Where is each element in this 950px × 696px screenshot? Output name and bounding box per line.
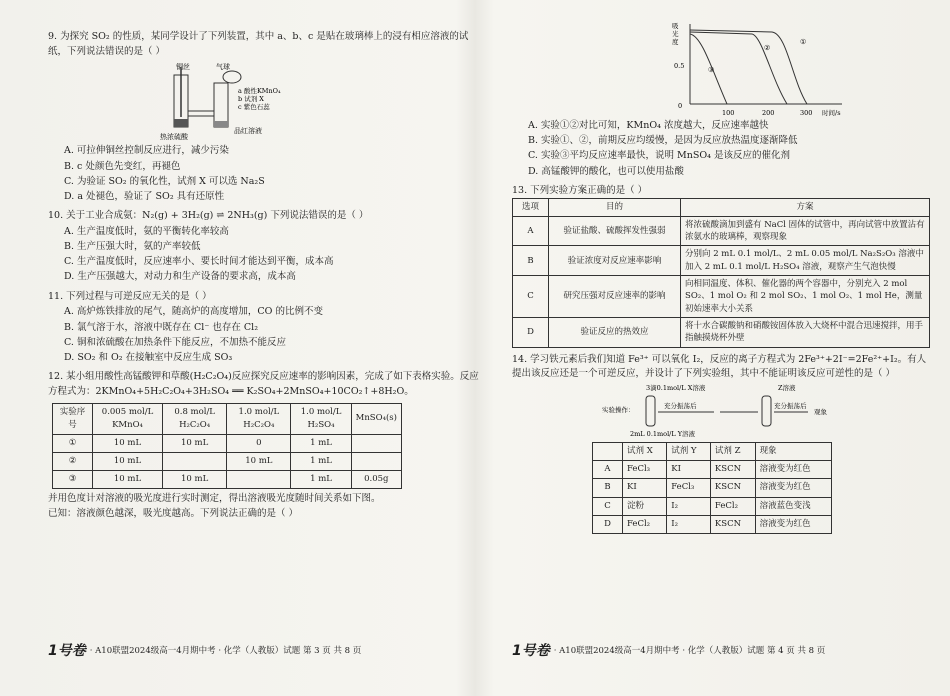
table-cell: C — [513, 276, 549, 318]
table-cell: FeCl₂ — [623, 515, 667, 533]
acid-liquid — [174, 119, 188, 127]
table-cell: FeCl₃ — [667, 479, 711, 497]
balloon-label: 气球 — [216, 63, 230, 72]
table-cell: I₂ — [667, 497, 711, 515]
table-row — [593, 479, 832, 497]
question-11 — [48, 290, 480, 365]
brand-logo: 1号卷 — [48, 643, 86, 659]
question-11-stem: 11. 下列过程与可逆反应无关的是（ ） — [48, 290, 212, 302]
table-cell: I₂ — [667, 515, 711, 533]
q9-option-b: B. c 处颜色先变红，再褪色 — [64, 160, 181, 172]
q12-header-cell: 0.8 mol/L H₂C₂O₄ — [163, 403, 227, 434]
graph-ylabel-3: 度 — [672, 38, 679, 46]
q12-experiment-table — [52, 403, 402, 490]
q11-option-c: C. 铜和浓硫酸在加热条件下能反应，不加热不能反应 — [64, 336, 286, 348]
table-cell: KI — [667, 461, 711, 479]
table-cell: 10 mL — [227, 453, 291, 471]
q13-header-cell: 目的 — [549, 199, 681, 216]
table-cell: 0.05g — [351, 471, 401, 489]
table-cell: 10 mL — [93, 471, 163, 489]
table-cell: 验证反应的热效应 — [549, 317, 681, 347]
y-solution-label: 2mL 0.1mol/L Y溶液 — [630, 430, 696, 439]
q12-option-d: D. 高锰酸钾的酸化，也可以使用盐酸 — [528, 165, 684, 177]
curve-2 — [690, 32, 787, 104]
q14-header-cell — [593, 443, 623, 461]
question-14-stem: 14. 学习铁元素后我们知道 Fe³⁺ 可以氧化 I₂，反应的离子方程式为 2Fe³⁺+2I⁻=2Fe²⁺+I₂。有人提出该反应还是一个可逆反应，并设计了下列实验组，其中不能证明该反应可逆性的是（ ） — [512, 353, 927, 380]
table-cell: 溶液蓝色变浅 — [755, 497, 831, 515]
table-cell: 淀粉 — [623, 497, 667, 515]
graph-ylabel-2: 光 — [672, 30, 679, 38]
hot-acid-label: 热浓硫酸 — [160, 133, 188, 142]
q14-header-cell: 试剂 Z — [710, 443, 755, 461]
table-cell: 0 — [227, 434, 291, 452]
table-cell — [351, 453, 401, 471]
q11-option-a: A. 高炉炼铁排放的尾气，随高炉的高度增加，CO 的比例不变 — [64, 306, 323, 318]
graph-xlabel: 时间/s — [822, 109, 841, 117]
table-cell: 将十水合碳酸钠和硝酸铵固体放入大烧杯中混合迅速搅拌，用手指触摸烧杯外壁 — [681, 317, 930, 347]
curve-2-label: ② — [764, 44, 771, 52]
q9-option-d: D. a 处褪色，验证了 SO₂ 具有还原性 — [64, 191, 225, 202]
table-cell: ② — [53, 453, 93, 471]
shake-label-1: 充分振荡后 — [664, 402, 697, 411]
table-cell: ③ — [53, 471, 93, 489]
question-10-stem: 10. 关于工业合成氨：N₂(g) + 3H₂(g) ⇌ 2NH₃(g) 下列说法错误的是（ ） — [48, 210, 369, 222]
page-4 — [512, 22, 932, 660]
table-cell: FeCl₃ — [623, 461, 667, 479]
table-cell: 溶液变为红色 — [755, 515, 831, 533]
table-cell: 溶液变为红色 — [755, 479, 831, 497]
q11-option-b: B. 氯气溶于水，溶液中既存在 Cl⁻ 也存在 Cl₂ — [64, 321, 259, 333]
table-cell: ① — [53, 434, 93, 452]
q10-option-d: D. 生产压强越大，对动力和生产设备的要求高，成本高 — [64, 271, 296, 283]
q12-header-cell: 实验序号 — [53, 403, 93, 434]
table-cell — [227, 471, 291, 489]
q14-header-cell: 现象 — [755, 443, 831, 461]
shake-label-2: 充分振荡后 — [774, 402, 807, 411]
table-cell: KSCN — [710, 515, 755, 533]
q14-table-header — [593, 443, 832, 461]
table-cell — [163, 453, 227, 471]
q10-option-a: A. 生产温度低时，氨的平衡转化率较高 — [64, 225, 229, 237]
q12-option-c: C. 实验③平均反应速率最快，说明 MnSO₄ 是该反应的催化剂 — [528, 150, 790, 162]
q13-header-cell: 方案 — [681, 199, 930, 216]
table-cell: FeCl₂ — [710, 497, 755, 515]
graph-ylabel-1: 吸 — [672, 22, 679, 30]
red-solution-label: 品红溶液 — [234, 127, 262, 136]
table-cell: KI — [623, 479, 667, 497]
so2-apparatus-figure — [158, 61, 378, 141]
q12-header-cell: MnSO₄(s) — [351, 403, 401, 434]
balloon-shape — [223, 71, 241, 83]
table-cell: 分别向 2 mL 0.1 mol/L、2 mL 0.05 mol/L Na₂S₂O₃ 溶液中加入 2 mL 0.1 mol/L H₂SO₄ 溶液，观察产生气泡快慢 — [681, 246, 930, 276]
q14-header-cell: 试剂 X — [623, 443, 667, 461]
table-row — [53, 434, 402, 452]
page-3-footer-text: · A10联盟2024级高一4月期中考 · 化学（人教版）试题 第 3 页 共 8 页 — [89, 646, 362, 656]
table-cell: 向相同温度、体积、催化器的两个容器中，分别充入 2 mol SO₂、1 mol O₂ 和 2 mol SO₂、1 mol O₂、1 mol He，测量初始速率大小关系 — [681, 276, 930, 318]
q12-option-b: B. 实验①、②，前期反应均缓慢，是因为反应放热温度逐渐降低 — [528, 135, 798, 147]
q14-operation-figure — [602, 382, 862, 440]
q10-option-b: B. 生产压强大时，氨的产率较低 — [64, 241, 201, 253]
q9-option-c: C. 为验证 SO₂ 的氧化性，试剂 X 可以选 Na₂S — [64, 175, 265, 187]
curve-3-label: ③ — [708, 66, 715, 74]
table-cell: C — [593, 497, 623, 515]
z-solution-label: Z溶液 — [778, 384, 796, 393]
table-cell: D — [593, 515, 623, 533]
table-cell: KSCN — [710, 461, 755, 479]
table-row — [593, 515, 832, 533]
absorbance-time-graph — [672, 20, 872, 118]
curve-1-label: ① — [800, 38, 807, 46]
operation-label: 实验操作： — [602, 406, 635, 415]
table-row — [53, 453, 402, 471]
table-cell: 10 mL — [163, 471, 227, 489]
graph-tick-100: 100 — [722, 109, 735, 117]
table-row — [513, 216, 930, 246]
table-cell: KSCN — [710, 479, 755, 497]
table-cell: A — [513, 216, 549, 246]
table-cell: D — [513, 317, 549, 347]
question-10 — [48, 209, 480, 284]
table-cell: 研究压强对反应速率的影响 — [549, 276, 681, 318]
table-cell: 验证浓度对反应速率影响 — [549, 246, 681, 276]
paper-a-label: a 酸性KMnO₄ — [238, 87, 281, 96]
copper-label: 铜丝 — [176, 63, 190, 72]
graph-y-zero: 0 — [678, 102, 683, 110]
question-9-stem: 9. 为探究 SO₂ 的性质，某同学设计了下列装置，其中 a、b、c 是贴在玻璃棒上的浸有相应溶液的试纸，下列说法错误的是（ ） — [48, 31, 469, 57]
q10-option-c: C. 生产温度低时，反应速率小、要长时间才能达到平衡，成本高 — [64, 256, 334, 268]
question-13 — [512, 184, 932, 348]
q14-header-cell: 试剂 Y — [667, 443, 711, 461]
q9-option-a: A. 可拉伸铜丝控制反应进行，减少污染 — [64, 145, 229, 157]
page-3 — [48, 30, 480, 660]
table-row — [513, 276, 930, 318]
observe-label: 观象 — [814, 408, 827, 417]
table-row — [513, 317, 930, 347]
table-cell: 10 mL — [163, 434, 227, 452]
q13-plan-table — [512, 198, 930, 347]
q12-after-text-2: 已知：溶液颜色越深，吸光度越高。下列说法正确的是（ ） — [48, 508, 299, 520]
table-cell: A — [593, 461, 623, 479]
q12-options — [512, 118, 932, 179]
table-row — [53, 471, 402, 489]
q13-header-cell: 选项 — [513, 199, 549, 216]
table-row — [513, 246, 930, 276]
red-dye-liquid — [214, 121, 228, 127]
table-cell — [351, 434, 401, 452]
paper-c-label: c 紫色石蕊 — [238, 103, 270, 112]
table-cell: 10 mL — [93, 453, 163, 471]
page-4-footer — [512, 640, 932, 660]
right-tube — [214, 83, 228, 127]
table-cell: 验证盐酸、硫酸挥发性强弱 — [549, 216, 681, 246]
drops-label: 3滴0.1mol/L X溶液 — [646, 384, 706, 393]
graph-tick-200: 200 — [762, 109, 775, 117]
question-14 — [512, 353, 932, 534]
table-cell: B — [593, 479, 623, 497]
table-cell: 10 mL — [93, 434, 163, 452]
table-cell: B — [513, 246, 549, 276]
paper-b-label: b 试剂 X — [238, 95, 264, 104]
test-tube-2 — [762, 396, 771, 426]
question-12-stem: 12. 某小组用酸性高锰酸钾和草酸(H₂C₂O₄)反应探究反应速率的影响因素，完成了如下表格实验。反应方程式为：2KMnO₄+5H₂C₂O₄+3H₂SO₄ ══ K₂SO₄+2MnSO₄+10CO₂↑+8H₂O。 — [48, 371, 479, 397]
question-12 — [48, 370, 480, 522]
page-3-footer — [48, 640, 480, 660]
table-cell: 1 mL — [291, 453, 351, 471]
q11-option-d: D. SO₂ 和 O₂ 在接触室中反应生成 SO₃ — [64, 351, 233, 363]
table-row — [593, 497, 832, 515]
q12-option-a: A. 实验①②对比可知，KMnO₄ 浓度越大，反应速率越快 — [528, 120, 769, 131]
brand-logo: 1号卷 — [512, 643, 550, 659]
graph-tick-300: 300 — [800, 109, 813, 117]
table-cell: 1 mL — [291, 471, 351, 489]
graph-y-mid: 0.5 — [674, 62, 685, 70]
table-cell: 溶液变为红色 — [755, 461, 831, 479]
question-13-stem: 13. 下列实验方案正确的是（ ） — [512, 184, 648, 196]
table-cell: 将浓硫酸滴加到盛有 NaCl 固体的试管中，再向试管中放置沾有浓氨水的玻璃棒，观察现象 — [681, 216, 930, 246]
table-row — [593, 461, 832, 479]
q12-header-cell: 0.005 mol/L KMnO₄ — [93, 403, 163, 434]
q12-after-text-1: 并用色度计对溶液的吸光度进行实时测定，得出溶液吸光度随时间关系如下图。 — [48, 493, 381, 505]
q14-reagent-table — [592, 442, 832, 534]
test-tube-1 — [646, 396, 655, 426]
q13-table-header — [513, 199, 930, 216]
table-cell: 1 mL — [291, 434, 351, 452]
q12-header-cell: 1.0 mol/L H₂SO₄ — [291, 403, 351, 434]
question-9 — [48, 30, 480, 204]
q12-table-header — [53, 403, 402, 434]
page-4-footer-text: · A10联盟2024级高一4月期中考 · 化学（人教版）试题 第 4 页 共 8 页 — [553, 646, 826, 656]
q12-header-cell: 1.0 mol/L H₂C₂O₄ — [227, 403, 291, 434]
